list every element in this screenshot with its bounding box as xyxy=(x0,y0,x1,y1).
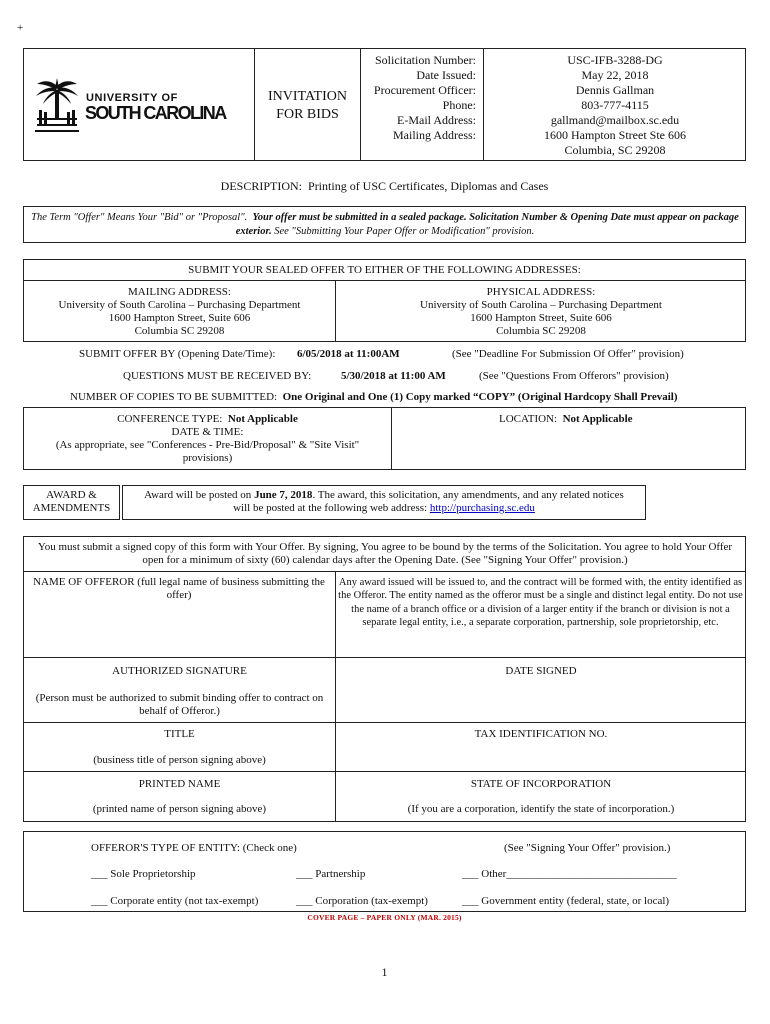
page-number: 1 xyxy=(381,965,388,979)
logo-line-1: UNIVERSITY OF xyxy=(86,92,178,104)
authorized-signature-label: AUTHORIZED SIGNATURE xyxy=(112,665,247,677)
entity-option-corporate[interactable]: ___ Corporate entity (not tax-exempt) xyxy=(91,895,259,907)
offeror-name-label: NAME OF OFFEROR (full legal name of business submitting the offer) xyxy=(33,576,325,601)
entity-option-government[interactable]: ___ Government entity (federal, state, or local) xyxy=(462,895,670,907)
mailing-address-line2: Columbia, SC 29208 xyxy=(564,143,666,157)
title-note: (business title of person signing above) xyxy=(93,754,266,766)
mailing-address-line1: 1600 Hampton Street Ste 606 xyxy=(544,128,686,142)
state-incorporation-label: STATE OF INCORPORATION xyxy=(470,778,612,790)
entity-label: OFFEROR'S TYPE OF ENTITY: (Check one) xyxy=(91,842,297,854)
addresses-heading: SUBMIT YOUR SEALED OFFER TO EITHER OF THE FOLLOWING ADDRESSES: xyxy=(188,264,581,276)
entity-option-partnership[interactable]: ___ Partnership xyxy=(296,868,366,880)
submit-offer-label: SUBMIT OFFER BY (Opening Date/Time): xyxy=(79,348,276,360)
purchasing-url-link[interactable]: http://purchasing.sc.edu xyxy=(429,502,535,514)
phone: 803-777-4115 xyxy=(581,98,649,112)
date-issued: May 22, 2018 xyxy=(581,68,649,82)
procurement-officer: Dennis Gallman xyxy=(575,83,655,97)
document-title: INVITATION FOR BIDS xyxy=(268,89,347,122)
questions-label: QUESTIONS MUST BE RECEIVED BY: xyxy=(123,370,312,382)
award-text: Award will be posted on June 7, 2018. The award, this solicitation, any amendments, and any related notices will be posted at the following web address: http://purchasing.sc.edu xyxy=(144,489,624,514)
date-signed-label: DATE SIGNED xyxy=(505,665,577,677)
entity-note: (See "Signing Your Offer" provision.) xyxy=(504,842,671,854)
conference-location: LOCATION: Not Applicable xyxy=(499,413,633,425)
signing-intro: You must submit a signed copy of this form with Your Offer. By signing, You agree to be bound by the terms of the Solicitation. You agree to hold Your Offer open for a minimum of sixty (60) calendar days after the Opening Date. (See "Signing Your Offer" provision.) xyxy=(37,541,733,566)
state-incorporation-note: (If you are a corporation, identify the state of incorporation.) xyxy=(407,803,675,815)
corner-mark: + xyxy=(17,22,24,34)
solicitation-number: USC-IFB-3288-DG xyxy=(567,53,663,67)
logo-line-2: SOUTH CAROLINA xyxy=(85,103,226,123)
entity-option-sole-proprietorship[interactable]: ___ Sole Proprietorship xyxy=(91,868,196,880)
cover-page-note: COVER PAGE – PAPER ONLY (MAR. 2015) xyxy=(307,913,462,922)
entity-option-other[interactable]: ___ Other_______________________________ xyxy=(462,868,677,880)
physical-address: PHYSICAL ADDRESS: University of South Carolina – Purchasing Department 1600 Hampton Street, Suite 606 Columbia SC 29208 xyxy=(420,286,662,337)
questions-note: (See "Questions From Offerors" provision) xyxy=(479,370,669,382)
offer-note: The Term "Offer" Means Your "Bid" or "Proposal". Your offer must be submitted in a sealed package. Solicitation Number & Opening Date must appear on package exterior. See "Submitting Your Paper Offer or Modification" provision. xyxy=(31,212,739,237)
questions-date: 5/30/2018 at 11:00 AM xyxy=(341,370,446,382)
usc-logo xyxy=(33,74,253,136)
header-values xyxy=(484,53,746,158)
email-address: gallmand@mailbox.sc.edu xyxy=(550,113,680,127)
copies-line: NUMBER OF COPIES TO BE SUBMITTED: One Original and One (1) Copy marked “COPY” (Original Hardcopy Shall Prevail) xyxy=(70,391,678,403)
authorized-signature-note: (Person must be authorized to submit binding offer to contract on behalf of Offeror.) xyxy=(35,692,324,717)
offeror-note: Any award issued will be issued to, and the contract will be formed with, the entity identified as the Offeror. The entity named as the offeror must be a single and distinct legal entity. Do not use the name of a branch office or a division of a larger entity if the branch or division is not a separate legal entity, i.e., a separate corporation, partnership, sole proprietorship, etc. xyxy=(338,577,743,629)
tax-id-label: TAX IDENTIFICATION NO. xyxy=(474,728,608,740)
submit-offer-date: 6/05/2018 at 11:00AM xyxy=(297,348,400,360)
submit-offer-note: (See "Deadline For Submission Of Offer" provision) xyxy=(452,348,684,360)
entity-option-corporation-tax-exempt[interactable]: ___ Corporation (tax-exempt) xyxy=(296,895,428,907)
printed-name-note: (printed name of person signing above) xyxy=(92,803,267,815)
header-labels: Solicitation Number: Date Issued: Procurement Officer: Phone: E-Mail Address: Mailing Address: xyxy=(373,53,476,142)
palmetto-tree-icon xyxy=(33,74,81,136)
printed-name-label: PRINTED NAME xyxy=(138,778,221,790)
award-label: AWARD & AMENDMENTS xyxy=(32,489,111,514)
mailing-address: MAILING ADDRESS: University of South Carolina – Purchasing Department 1600 Hampton Street, Suite 606 Columbia SC 29208 xyxy=(58,286,301,337)
conference-info: CONFERENCE TYPE: Not Applicable DATE & TIME: (As appropriate, see "Conferences - Pre-Bid/Proposal" & "Site Visit" provisions) xyxy=(55,413,360,464)
description: DESCRIPTION: Printing of USC Certificates, Diplomas and Cases xyxy=(220,179,549,193)
title-label: TITLE xyxy=(164,728,195,740)
